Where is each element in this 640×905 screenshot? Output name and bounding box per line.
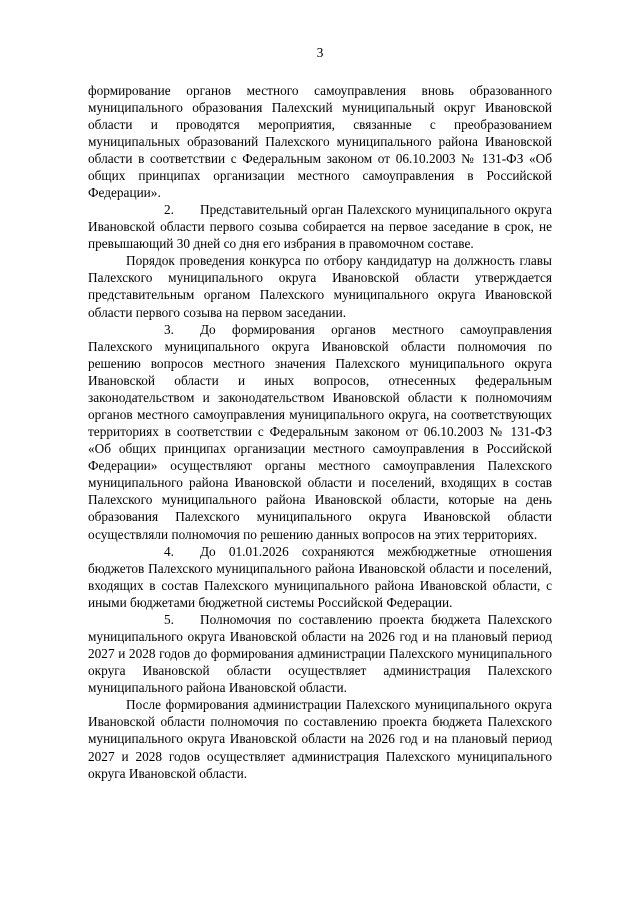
paragraph-text: Представительный орган Палехского муниципального округа Ивановской области первого созыва собирается на первое заседание в срок, не превышающий 30 дней со дня его избрания в правомочном составе. (88, 202, 552, 252)
para-continuation (88, 82, 552, 202)
paragraph-text: Порядок проведения конкурса по отбору кандидатур на должность главы Палехского муниципального округа Ивановской области утверждается представительным органом Палехского муниципального округа Ивановской области первого созыва на первом заседании. (88, 253, 552, 320)
page-number: 3 (316, 45, 324, 60)
para-item-5 (88, 611, 552, 696)
para-konkurs (88, 252, 552, 320)
para-item-3 (88, 321, 552, 543)
paragraph-text: До формирования органов местного самоуправления Палехского муниципального округа Ивановской области полномочия по решению вопросов местного значения Палехского муниципального округа Ивановской области и иных вопросов, отнесенных федеральным законодательством и законодательством Ивановской области к полномочиям органов местного самоуправления муниципального округа, на соответствующих территориях в соответствии с Федеральным законом от 06.10.2003 № 131-ФЗ «Об общих принципах организации местного самоуправления в Российской Федерации» осуществляют органы местного самоуправления Палехского муниципального района Ивановской области и поселений, входящих в состав Палехского муниципального района Ивановской области, которые на день образования Палехского муниципального округа Ивановской области осуществляли полномочия по решению данных вопросов на этих территориях. (88, 321, 552, 542)
paragraph-number: 2. (164, 202, 174, 218)
paragraph-number: 4. (164, 543, 174, 559)
paragraph-text: формирование органов местного самоуправления вновь образованного муниципального образования Палехский муниципальный округ Ивановской области и проводятся мероприятия, связанные с преобразованием муниципальных образований Палехского муниципального района Ивановской области в соответствии с Федеральным законом от 06.10.2003 № 131-ФЗ «Об общих принципах организации местного самоуправления в Российской Федерации». (88, 82, 552, 200)
para-item-4 (88, 543, 552, 611)
paragraph-number: 5. (164, 611, 174, 627)
paragraph-text: Полномочия по составлению проекта бюджета Палехского муниципального округа Ивановской области на 2026 год и на плановый период 2027 и 2028 годов до формирования администрации Палехского муниципального округа Ивановской области осуществляет администрация Палехского муниципального района Ивановской области. (88, 611, 552, 696)
para-after-formation (88, 696, 552, 781)
document-body (88, 82, 552, 782)
paragraph-text: До 01.01.2026 сохраняются межбюджетные отношения бюджетов Палехского муниципального района Ивановской области и поселений, входящих в состав Палехского муниципального района Ивановской области, с иными бюджетами бюджетной системы Российской Федерации. (88, 543, 552, 610)
paragraph-text: После формирования администрации Палехского муниципального округа Ивановской области полномочия по составлению проекта бюджета Палехского муниципального округа Ивановской области на 2026 год и на плановый период 2027 и 2028 годов осуществляет администрация Палехского муниципального округа Ивановской области. (88, 697, 552, 781)
paragraph-number: 3. (164, 321, 174, 337)
para-item-2 (88, 201, 552, 252)
